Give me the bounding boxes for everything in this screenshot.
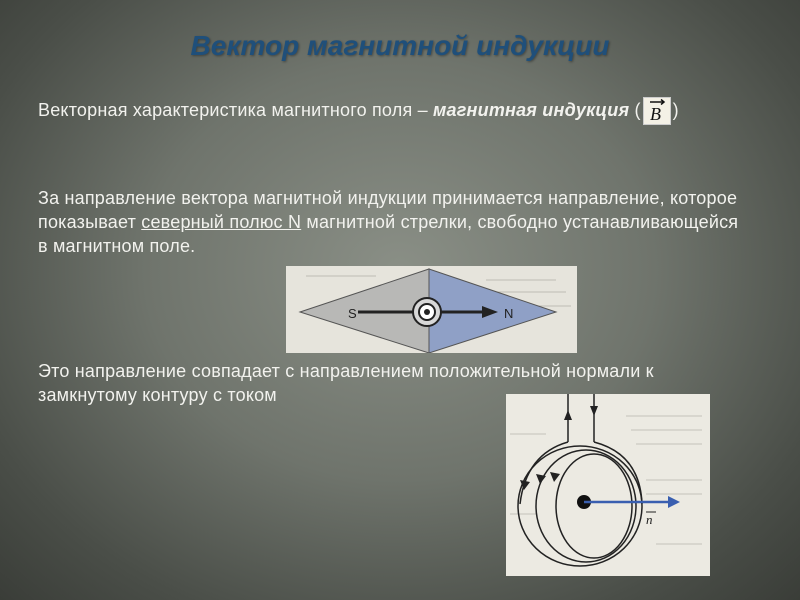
vector-b-letter: B xyxy=(649,104,661,124)
direction-text-2: магнитной стрелки, свободно устанавливающейся в магнитном поле. xyxy=(38,212,739,256)
paren-open: ( xyxy=(634,99,641,120)
slide-title: Вектор магнитной индукции xyxy=(190,30,610,61)
paragraph-direction xyxy=(38,186,748,258)
definition-text: Векторная характеристика магнитного поля – xyxy=(38,99,428,120)
north-pole-link[interactable]: северный полюс N xyxy=(141,212,302,232)
south-label: S xyxy=(348,306,357,321)
paren-close: ) xyxy=(672,99,679,120)
north-label: N xyxy=(504,306,514,321)
normal-label: n xyxy=(646,512,653,527)
paragraph-definition xyxy=(38,97,738,125)
compass-needle-figure xyxy=(286,266,577,353)
vector-b-symbol xyxy=(643,97,671,125)
current-loop-figure xyxy=(506,394,710,576)
definition-term: магнитная индукция xyxy=(433,99,630,120)
direction-text-1: За направление вектора магнитной индукции принимается направление, которое показывает xyxy=(38,188,738,232)
paragraph-normal: Это направление совпадает с направлением положительной нормали к замкнутому контуру с током xyxy=(38,361,654,405)
